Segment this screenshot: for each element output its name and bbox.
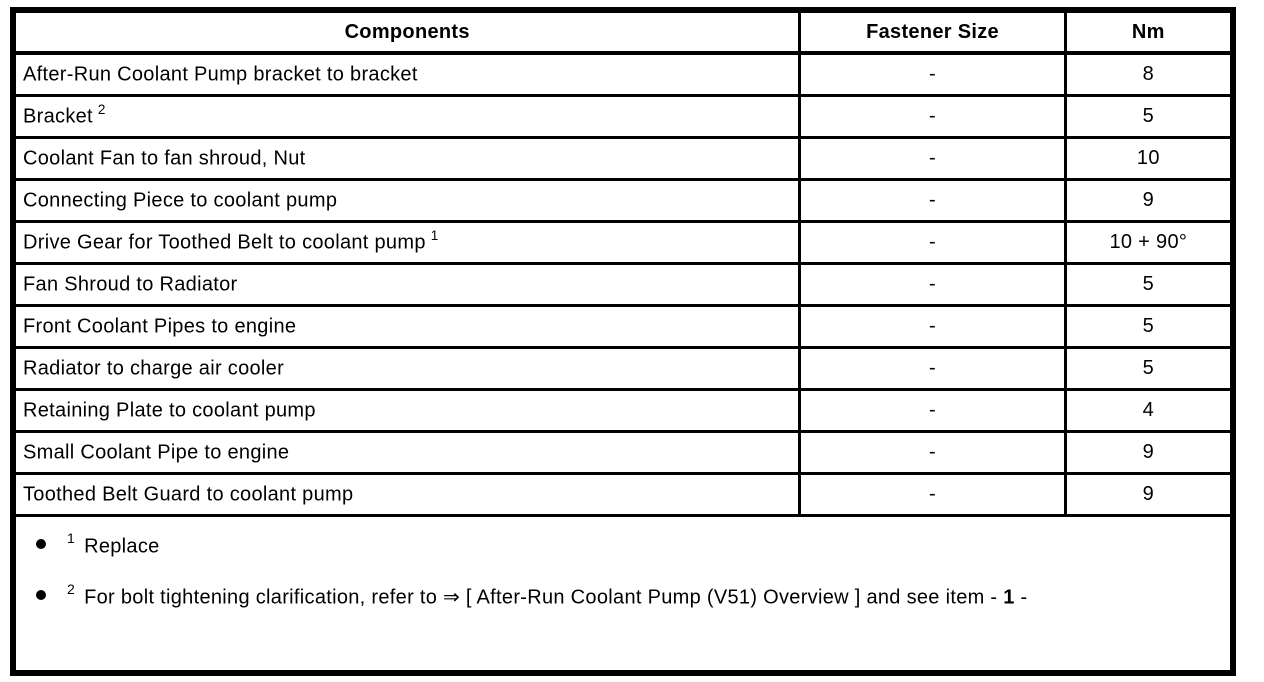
footnotes-row bbox=[13, 515, 1233, 673]
component-label: Drive Gear for Toothed Belt to coolant pump bbox=[23, 231, 426, 254]
footnote-ref bbox=[337, 186, 342, 201]
component-label: Radiator to charge air cooler bbox=[23, 357, 285, 380]
fastener-size-cell: - bbox=[800, 305, 1065, 347]
component-cell bbox=[13, 389, 800, 431]
bullet-icon bbox=[36, 539, 46, 549]
footnote-ref bbox=[306, 144, 311, 159]
component-label: Connecting Piece to coolant pump bbox=[23, 189, 338, 212]
footnotes-section bbox=[13, 515, 1233, 673]
col-header-nm: Nm bbox=[1065, 10, 1233, 53]
nm-cell: 9 bbox=[1065, 431, 1233, 473]
component-label: Coolant Fan to fan shroud, Nut bbox=[23, 147, 306, 170]
fastener-size-cell: - bbox=[800, 53, 1065, 95]
component-cell bbox=[13, 347, 800, 389]
nm-cell: 5 bbox=[1065, 95, 1233, 137]
footnote-ref bbox=[238, 270, 243, 285]
footnote-text-after: - bbox=[1014, 586, 1028, 609]
fastener-size-cell: - bbox=[800, 179, 1065, 221]
footnote-ref: 2 bbox=[97, 102, 106, 118]
footnote-ref bbox=[284, 354, 289, 369]
footnote-ref bbox=[289, 438, 294, 453]
table-row bbox=[13, 95, 1233, 137]
table-row bbox=[13, 347, 1233, 389]
component-cell bbox=[13, 95, 800, 137]
fastener-size-cell: - bbox=[800, 431, 1065, 473]
table-row bbox=[13, 389, 1233, 431]
component-label: Retaining Plate to coolant pump bbox=[23, 399, 316, 422]
fastener-size-cell: - bbox=[800, 95, 1065, 137]
bullet-icon bbox=[36, 590, 46, 600]
fastener-size-cell: - bbox=[800, 263, 1065, 305]
component-cell bbox=[13, 473, 800, 515]
footnote-2 bbox=[33, 583, 1230, 610]
footnote-text: For bolt tightening clarification, refer to ⇒ [ After-Run Coolant Pump (V51) Overview ] and see item - bbox=[84, 586, 1004, 609]
nm-cell: 8 bbox=[1065, 53, 1233, 95]
footnote-ref bbox=[418, 60, 423, 75]
table-row bbox=[13, 263, 1233, 305]
footnote-marker: 2 bbox=[67, 581, 76, 598]
component-label: Small Coolant Pipe to engine bbox=[23, 441, 290, 464]
component-cell bbox=[13, 431, 800, 473]
table-row bbox=[13, 431, 1233, 473]
nm-cell: 4 bbox=[1065, 389, 1233, 431]
footnote-bold-text: 1 bbox=[1003, 586, 1015, 609]
nm-cell: 10 + 90° bbox=[1065, 221, 1233, 263]
nm-cell: 5 bbox=[1065, 263, 1233, 305]
component-label: Fan Shroud to Radiator bbox=[23, 273, 238, 296]
table-row bbox=[13, 305, 1233, 347]
table-row bbox=[13, 473, 1233, 515]
footnote-1 bbox=[33, 529, 1230, 559]
footnote-body bbox=[67, 583, 1028, 610]
torque-spec-table bbox=[10, 7, 1236, 676]
nm-cell: 9 bbox=[1065, 473, 1233, 515]
header-row bbox=[13, 10, 1233, 53]
footnote-text: Replace bbox=[84, 535, 160, 558]
component-label: Front Coolant Pipes to engine bbox=[23, 315, 297, 338]
footnote-ref bbox=[353, 480, 358, 495]
col-header-components: Components bbox=[13, 10, 800, 53]
component-label: After-Run Coolant Pump bracket to bracket bbox=[23, 64, 418, 87]
footnote-body bbox=[67, 529, 160, 559]
fastener-size-cell: - bbox=[800, 221, 1065, 263]
nm-cell: 5 bbox=[1065, 347, 1233, 389]
fastener-size-cell: - bbox=[800, 389, 1065, 431]
component-cell bbox=[13, 221, 800, 263]
table-row bbox=[13, 53, 1233, 95]
nm-cell: 9 bbox=[1065, 179, 1233, 221]
fastener-size-cell: - bbox=[800, 137, 1065, 179]
footnote-ref: 1 bbox=[430, 228, 439, 244]
component-cell bbox=[13, 53, 800, 95]
component-cell bbox=[13, 263, 800, 305]
footnote-marker: 1 bbox=[67, 529, 76, 546]
table-row bbox=[13, 137, 1233, 179]
component-cell bbox=[13, 179, 800, 221]
nm-cell: 10 bbox=[1065, 137, 1233, 179]
component-label: Toothed Belt Guard to coolant pump bbox=[23, 483, 354, 506]
component-cell bbox=[13, 137, 800, 179]
component-label: Bracket bbox=[23, 105, 93, 128]
table-row bbox=[13, 221, 1233, 263]
nm-cell: 5 bbox=[1065, 305, 1233, 347]
col-header-fastener-size: Fastener Size bbox=[800, 10, 1065, 53]
fastener-size-cell: - bbox=[800, 473, 1065, 515]
table-row bbox=[13, 179, 1233, 221]
footnote-ref bbox=[296, 312, 301, 327]
fastener-size-cell: - bbox=[800, 347, 1065, 389]
footnote-ref bbox=[316, 396, 321, 411]
component-cell bbox=[13, 305, 800, 347]
